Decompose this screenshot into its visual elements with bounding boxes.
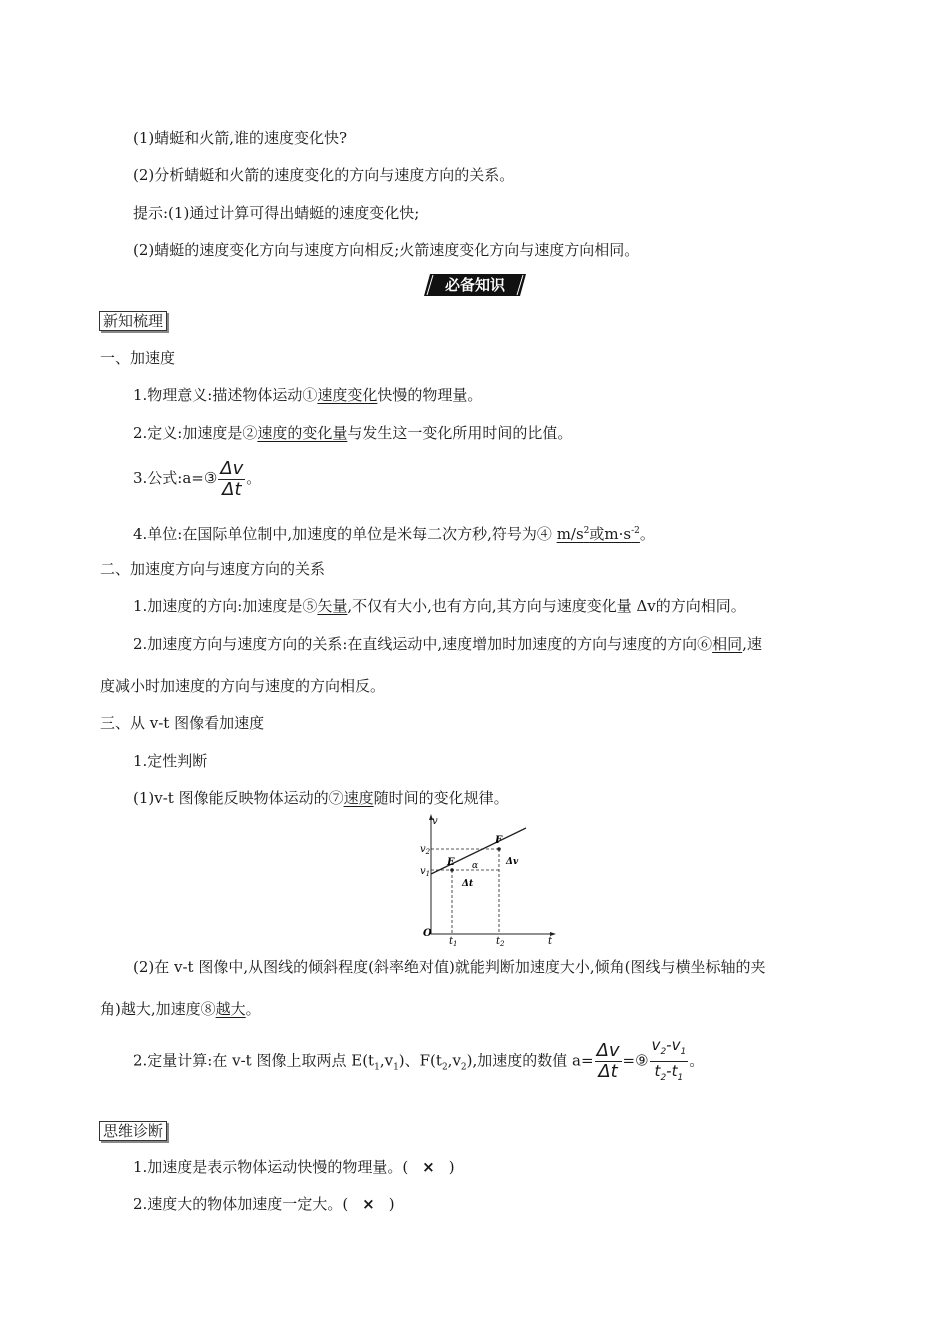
text: 1.物理意义:描述物体运动① [133,386,318,404]
text: m/s [556,525,584,543]
text: 。 [246,469,262,487]
s1-item-2 [133,423,572,443]
cross-mark: × [422,1158,435,1176]
judgement-2 [133,1194,395,1214]
banner-title: 必备知识 [444,276,505,294]
text: 随时间的变化规律。 [373,789,509,807]
sub: 2 [441,1062,448,1073]
t-axis-label: t [548,936,553,946]
text: 3.公式:a=③ [133,469,218,487]
numerator: Δv [220,457,244,479]
v1-label: $v_1$ [420,866,431,878]
s2-item-1 [133,596,746,616]
tag-thinking-diagnosis: 思维诊断 [99,1121,167,1141]
formula-fraction [218,459,245,500]
vt-graph [420,812,560,946]
dv-label: Δv [506,857,519,867]
numerator: $v_2-v_1$ [650,1036,689,1062]
tag-new-knowledge: 新知梳理 [99,311,167,331]
text: 或m·s [589,525,632,543]
text: =⑨ [622,1051,649,1070]
sup: 2 [583,526,590,536]
text: )、F(t [398,1051,442,1070]
dt-label: Δt [462,879,474,889]
t1-label: $t_1$ [449,936,458,946]
s2-item-2 [133,634,762,654]
formula-fraction-1 [595,1041,622,1082]
section-3-title: 三、从 v-t 图像看加速度 [100,714,265,732]
sub: 1 [393,1062,399,1073]
s3-item-1b-cont [100,999,261,1019]
text: ) [388,1195,395,1213]
point-f [497,847,501,851]
text: 。 [639,525,655,543]
text: 快慢的物理量。 [377,386,483,404]
text: ,v [447,1051,461,1070]
s3-item-1a [133,788,509,808]
section-2-title: 二、加速度方向与速度方向的关系 [100,560,326,578]
graph-line [431,828,526,874]
answer-5: 矢量 [317,597,348,615]
text: ),加速度的数值 a= [466,1051,594,1070]
formula-fraction-2 [650,1036,689,1087]
text: 4.单位:在国际单位制中,加速度的单位是米每二次方秒,符号为④ [133,525,557,543]
text: (1)v-t 图像能反映物体运动的⑦ [133,789,344,807]
text: ,不仅有大小,也有方向,其方向与速度变化量 Δv的方向相同。 [347,597,746,615]
text: 2.加速度方向与速度方向的关系:在直线运动中,速度增加时加速度的方向与速度的方向⑥ [133,635,713,653]
s1-item-4 [133,521,655,544]
text: 2.速度大的物体加速度一定大。( [133,1195,349,1213]
text: 。 [245,1000,261,1018]
t2-label: $t_2$ [496,936,505,946]
text: 与发生这一变化所用时间的比值。 [347,424,573,442]
point-e [450,868,454,872]
section-1-title: 一、加速度 [100,349,176,367]
denominator: Δt [222,478,242,500]
alpha-label: α [472,861,479,871]
f-label: F [495,835,503,846]
s2-item-2-cont: 度减小时加速度的方向与速度的方向相反。 [100,677,386,695]
denominator: Δt [598,1061,618,1082]
origin-label: O [423,928,432,939]
s1-item-1 [133,385,482,405]
e-label: E [447,857,455,868]
answer-7: 速度 [343,789,374,807]
text: 1.加速度的方向:加速度是⑤ [133,597,318,615]
section-banner [424,274,526,296]
question-1: (1)蜻蜓和火箭,谁的速度变化快? [133,129,348,147]
question-2: (2)分析蜻蜓和火箭的速度变化的方向与速度方向的关系。 [133,166,515,184]
text: 角)越大,加速度⑧ [100,1000,216,1018]
hint-2: (2)蜻蜓的速度变化方向与速度方向相反;火箭速度变化方向与速度方向相同。 [133,241,640,259]
sub: 2 [460,1062,467,1073]
text: ,速 [742,635,762,653]
answer-6: 相同 [712,635,743,653]
answer-8: 越大 [215,1000,246,1018]
text: 1.加速度是表示物体运动快慢的物理量。( [133,1158,409,1176]
cross-mark: × [362,1195,375,1213]
sup: -2 [631,526,640,536]
s3-item-1b: (2)在 v-t 图像中,从图线的倾斜程度(斜率绝对值)就能判断加速度大小,倾角(图线与横坐标轴的夹 [133,958,766,976]
v2-label: $v_2$ [420,844,431,856]
answer-4 [557,525,640,543]
s3-item-2 [133,1036,704,1090]
text: ,v [379,1051,394,1070]
sub: 1 [374,1062,380,1073]
text: 2.定量计算:在 v-t 图像上取两点 E(t [133,1051,375,1070]
answer-2: 速度的变化量 [257,424,348,442]
v-axis-label: v [432,816,438,827]
text: ) [448,1158,455,1176]
s1-item-3 [133,456,261,500]
denominator: $t_2-t_1$ [654,1062,684,1083]
text: 2.定义:加速度是② [133,424,258,442]
answer-1: 速度变化 [317,386,378,404]
hint-1: 提示:(1)通过计算可得出蜻蜓的速度变化快; [133,204,420,222]
judgement-1 [133,1157,455,1177]
s3-item-1: 1.定性判断 [133,752,208,770]
numerator: Δv [596,1040,620,1061]
text: 。 [689,1051,705,1070]
